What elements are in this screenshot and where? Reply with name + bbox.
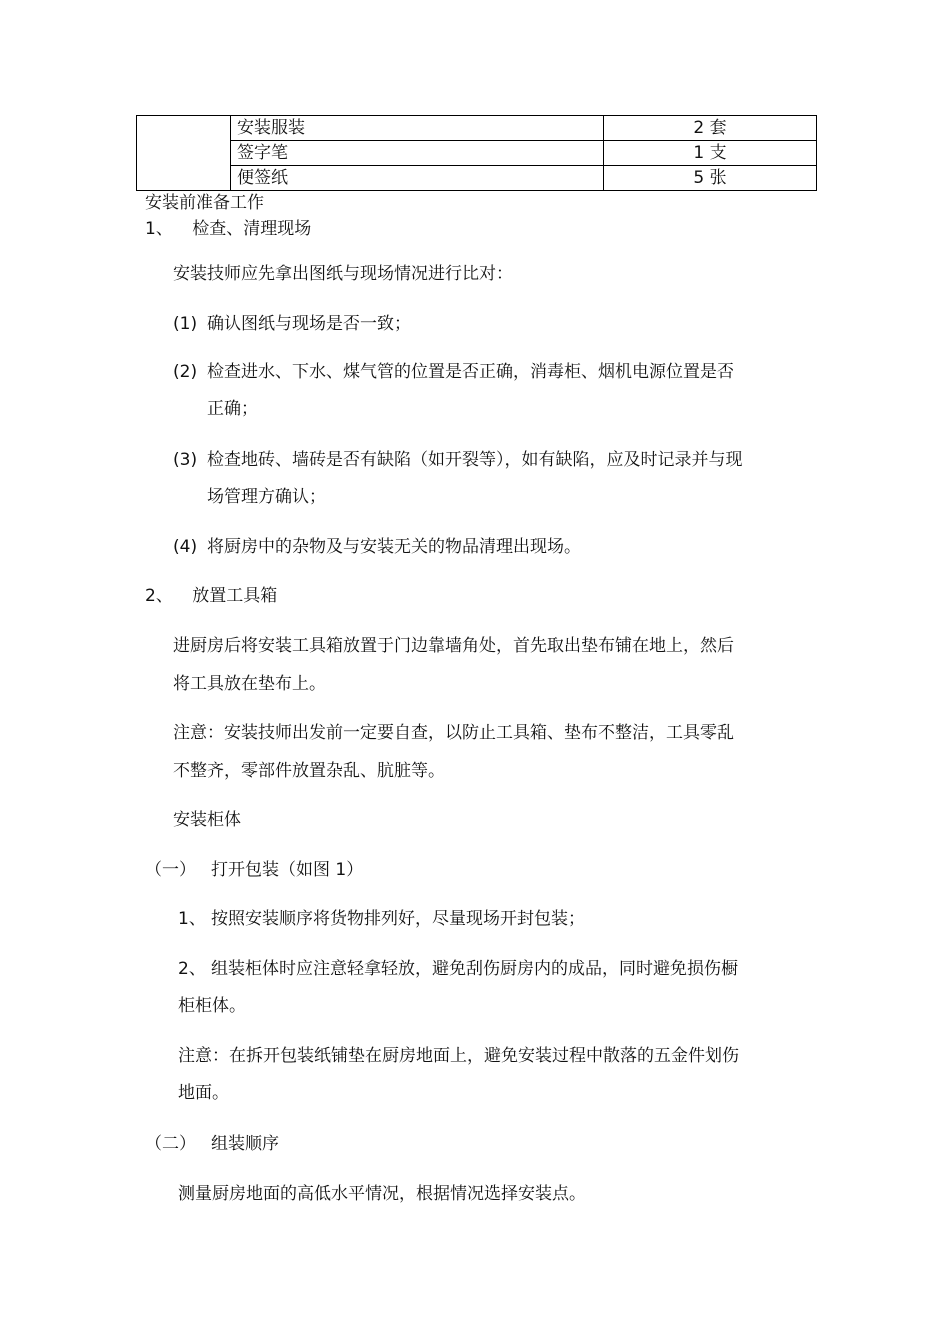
list-number: (3) <box>173 450 198 470</box>
list-text: 将厨房中的杂物及与安装无关的物品清理出现场。 <box>207 537 581 557</box>
heading-text: 放置工具箱 <box>192 586 278 606</box>
list-text-continued: 正确； <box>207 399 258 419</box>
list-item <box>173 536 581 558</box>
heading-toolbox <box>145 585 277 607</box>
heading-inspect <box>145 218 311 240</box>
paragraph: 测量厨房地面的高低水平情况，根据情况选择安装点。 <box>178 1184 586 1204</box>
heading-cabinet: 安装柜体 <box>173 810 241 830</box>
table-blank-cell <box>137 116 231 191</box>
table-qty-cell: 2 套 <box>604 116 817 141</box>
list-item <box>173 361 734 383</box>
list-text: 检查进水、下水、煤气管的位置是否正确，消毒柜、烟机电源位置是否 <box>207 362 734 382</box>
note: 注意：在拆开包装纸铺垫在厨房地面上，避免安装过程中散落的五金件划伤 <box>178 1046 739 1066</box>
list-text: 组装柜体时应注意轻拿轻放，避免刮伤厨房内的成品，同时避免损伤橱 <box>211 959 738 979</box>
list-text-continued: 场管理方确认； <box>207 487 326 507</box>
subheading-number: （一） <box>145 860 196 880</box>
heading-number: 2、 <box>145 586 173 606</box>
list-item <box>178 908 585 930</box>
list-number: (4) <box>173 537 198 557</box>
paragraph-continued: 将工具放在垫布上。 <box>173 674 326 694</box>
list-item <box>173 313 411 335</box>
subheading-unpack <box>145 859 363 881</box>
list-item <box>173 449 743 471</box>
paragraph: 进厨房后将安装工具箱放置于门边靠墙角处，首先取出垫布铺在地上，然后 <box>173 636 734 656</box>
table-row <box>137 141 817 166</box>
table-item-cell: 安装服装 <box>231 116 604 141</box>
table-item-cell: 便签纸 <box>231 166 604 191</box>
table-qty-cell: 5 张 <box>604 166 817 191</box>
list-number: 2、 <box>178 959 206 979</box>
materials-table <box>136 115 817 191</box>
heading-number: 1、 <box>145 219 173 239</box>
table-row <box>137 116 817 141</box>
subheading-text: 组装顺序 <box>211 1134 279 1154</box>
table-qty-cell: 1 支 <box>604 141 817 166</box>
subheading-text: 打开包装（如图 1） <box>211 860 364 880</box>
note-continued: 不整齐，零部件放置杂乱、肮脏等。 <box>173 761 445 781</box>
subheading-number: （二） <box>145 1134 196 1154</box>
paragraph: 安装技师应先拿出图纸与现场情况进行比对： <box>173 264 513 284</box>
list-text-continued: 柜柜体。 <box>178 996 246 1016</box>
heading-text: 检查、清理现场 <box>192 219 312 239</box>
table-item-cell: 签字笔 <box>231 141 604 166</box>
list-text: 检查地砖、墙砖是否有缺陷（如开裂等），如有缺陷，应及时记录并与现 <box>207 450 743 470</box>
list-number: (2) <box>173 362 198 382</box>
list-text: 按照安装顺序将货物排列好，尽量现场开封包装； <box>211 909 585 929</box>
list-number: (1) <box>173 314 198 334</box>
note-continued: 地面。 <box>178 1083 229 1103</box>
list-text: 确认图纸与现场是否一致； <box>207 314 411 334</box>
table-row <box>137 166 817 191</box>
section-title: 安装前准备工作 <box>145 193 264 213</box>
list-number: 1、 <box>178 909 206 929</box>
subheading-order <box>145 1133 279 1155</box>
list-item <box>178 958 738 980</box>
note: 注意：安装技师出发前一定要自查，以防止工具箱、垫布不整洁，工具零乱 <box>173 723 734 743</box>
